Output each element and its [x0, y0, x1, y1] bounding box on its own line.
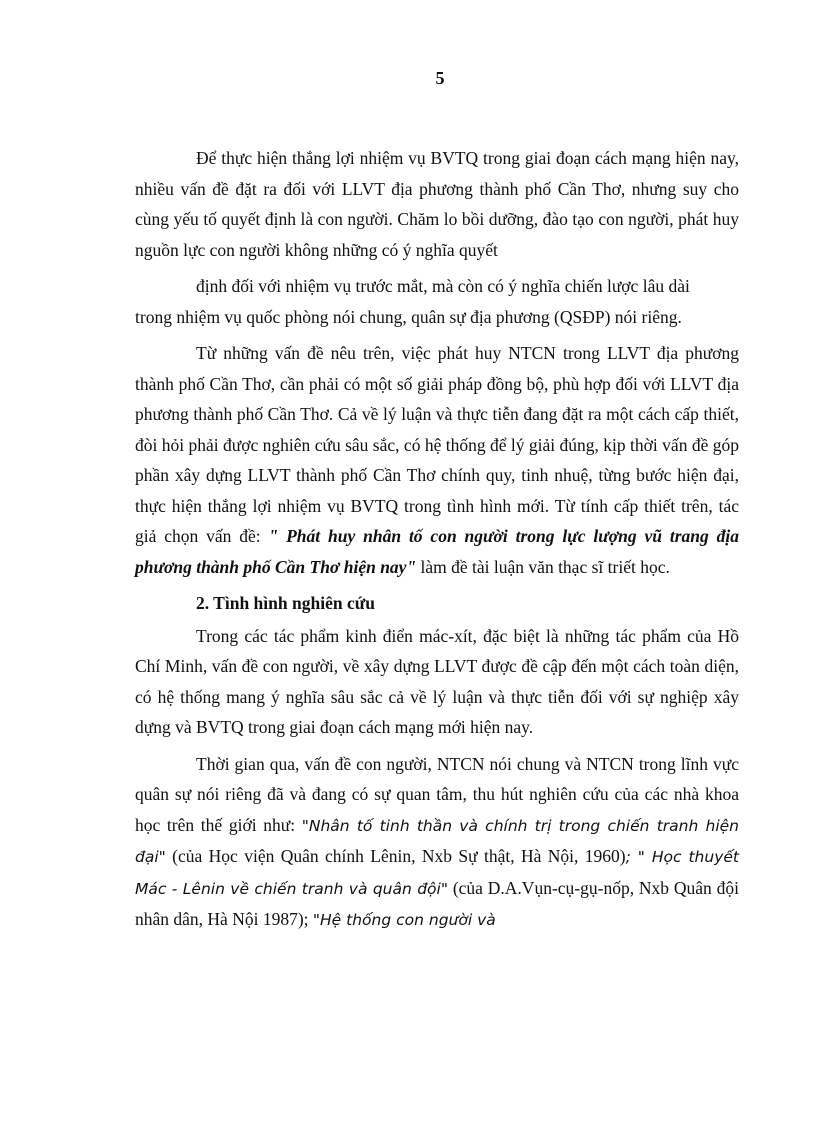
- section-heading: 2. Tình hình nghiên cứu: [196, 593, 375, 613]
- paragraph-3: [135, 338, 739, 582]
- page-number: 5: [435, 68, 445, 88]
- paragraph-2-first-line: định đối với nhiệm vụ trước mắt, mà còn có ý nghĩa chiến lược lâu dài: [196, 276, 690, 296]
- document-body: [135, 143, 739, 936]
- paragraph-5-text-3: (của D.A.Vụn-cụ-gụ-nốp, Nxb Quân đội nhân dân, Hà Nội 1987);: [135, 877, 739, 929]
- citation-title-1: "Nhân tố tinh thần và chính trị trong chiến tranh hiện đại": [135, 816, 739, 866]
- paragraph-3-tail: làm đề tài luận văn thạc sĩ triết học.: [416, 556, 670, 577]
- paragraph-1: Để thực hiện thắng lợi nhiệm vụ BVTQ trong giai đoạn cách mạng hiện nay, nhiều vấn đề đặt ra đối với LLVT địa phương thành phố Cần Thơ, nhưng suy cho cùng yếu tố quyết định là con người. Chăm lo bồi dưỡng, đào tạo con người, phát huy nguồn lực con người không những có ý nghĩa quyết: [135, 148, 739, 260]
- paragraph-3-text: Từ những vấn đề nêu trên, việc phát huy NTCN trong LLVT địa phương thành phố Cần Thơ, cần phải có một số giải pháp đồng bộ, phù hợp đối với LLVT địa phương thành phố Cần Thơ. Cả về lý luận và thực tiễn đang đặt ra một cách cấp thiết, đòi hỏi phải được nghiên cứu sâu sắc, có hệ thống để lý giải đúng, kịp thời vấn đề góp phần xây dựng LLVT thành phố Cần Thơ chính quy, tinh nhuệ, từng bước hiện đại, thực hiện thắng lợi nhiệm vụ BVTQ trong tình hình mới. Từ tính cấp thiết trên, tác giả chọn vấn đề:: [135, 343, 739, 546]
- paragraph-4: Trong các tác phẩm kinh điển mác-xít, đặc biệt là những tác phẩm của Hồ Chí Minh, vấn đề con người, về xây dựng LLVT được đề cập đến một cách toàn diện, có hệ thống mang ý nghĩa sâu sắc cả về lý luận và thực tiễn đối với sự nghiệp xây dựng và BVTQ trong giai đoạn cách mạng mới hiện nay.: [135, 625, 739, 737]
- thesis-title: " Phát huy nhân tố con người trong lực lượng vũ trang địa phương thành phố Cần Thơ hiện nay": [135, 526, 739, 577]
- citation-title-3: "Hệ thống con người và: [312, 911, 496, 929]
- paragraph-5: [135, 749, 739, 936]
- paragraph-5-text-2: (của Học viện Quân chính Lênin, Nxb Sự thật, Hà Nội, 1960): [165, 846, 626, 866]
- paragraph-2-rest: trong nhiệm vụ quốc phòng nói chung, quân sự địa phương (QSĐP) nói riêng.: [135, 306, 682, 327]
- citation-title-2: ; " Học thuyết Mác - Lênin về chiến tranh và quân đội": [135, 848, 739, 898]
- paragraph-5-text: Thời gian qua, vấn đề con người, NTCN nói chung và NTCN trong lĩnh vực quân sự nói riêng đã và đang có sự quan tâm, thu hút nghiên cứu của các nhà khoa học trên thế giới như:: [135, 753, 739, 835]
